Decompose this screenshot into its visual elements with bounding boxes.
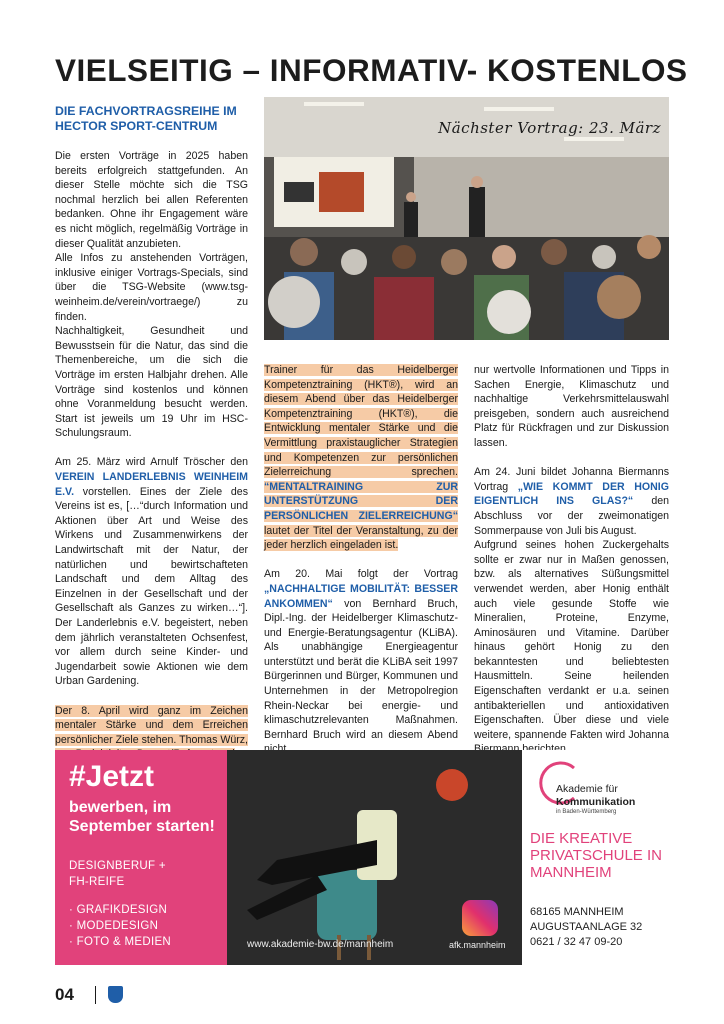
ad-pink-panel	[55, 750, 227, 965]
ad-course-2: · MODEDESIGN	[69, 920, 159, 932]
ad-degree-1: DESIGNBERUF +	[69, 860, 166, 872]
address-city: 68165 MANNHEIM	[530, 906, 624, 918]
instagram-icon[interactable]	[462, 900, 498, 936]
ad-course-3: · FOTO & MEDIEN	[69, 936, 172, 948]
article-column-1	[55, 149, 248, 762]
ad-headline-2: September starten!	[69, 818, 215, 835]
paragraph-honey: Aufgrund seines hohen Zuckergehalts sollte er zwar nur in Maßen genossen, bzw. als alternatives Süßungsmittel verwendet werden, aber Honig enthält auch viele gesunde Stoffe wie Mineralien, Proteine, Enzyme, Aminosäuren und Vitamine. Darüber hinaus gehört Honig zu den bekanntesten und beliebtesten Hausmitteln. Seine heilenden Eigenschaften verdankt er u.a. seinen antibakteriellen und antioxidativen Eigenschaften. Über diese und viele weitere, spannende Fakten wird Johanna	[474, 539, 669, 741]
brand-name-2: Kommunikation	[556, 796, 636, 808]
ad-slogan: DIE KREATIVE PRIVATSCHULE IN MANNHEIM	[530, 830, 662, 881]
page-number: 04	[55, 985, 74, 1004]
text-run: Am 25. März wird Arnulf Tröscher den	[55, 456, 248, 469]
article-column-3	[474, 363, 669, 757]
highlighted-text: Trainer für das Heidelberger Kompetenztraining (HKT®), wird an diesem Abend über das Heidelberger Kompetenztraining (HKT®), die Entwicklung mentaler Stärke und die Vermittlung praxistauglicher Strategien und Kompetenzen zur persönlichen Zielerreichung sprechen.	[264, 364, 458, 479]
paragraph-mental	[264, 363, 458, 553]
paragraph-energy: nur wertvolle Informationen und Tipps in Sachen Energie, Klimaschutz und nachhaltige Verkehrsmittelauswahl preisgeben, sondern auch ausreichend Platz für Rückfragen und zur Diskussion lassen.	[474, 364, 669, 449]
text-run: vorstellen. Eines der Ziele des Vereins ist es, […“durch Information und Aktionen über Art und Weise des Wirkens und Zusammenwirkens der Landwirtschaft mit der Natur, der natürlichen und bewirtschafteten Landschaft und dem Alltag des Einzelnen in der Gesellschaft und der Gesellschaft als Ganzes zu wirken…“]. Der Landerlebnis e.V. begeistert, neben dem jährlich veranstalteten Ochsenfest, vor allem durch seine Kinder- und Jugendarbeit sowie Aktionen wie dem Urban Gardening.	[55, 485, 248, 688]
address-phone: 0621 / 32 47 09-20	[530, 936, 623, 948]
paragraph-intro: Die ersten Vorträge in 2025 haben bereits erfolgreich stattgefunden. An dieser Stelle möchte sich die TSG nochmal herzlich bei allen Referenten bedanken. Ohne ihr Engagement wäre es nicht möglich, regelmäßig Vorträge in dieser Qualität anzubieten.	[55, 150, 248, 250]
ad-hashtag: #Jetzt	[69, 760, 155, 793]
paragraph-website: Alle Infos zu anstehenden Vorträgen, inklusive einiger Vortrags-Specials, sind über die TSG-Website (www.tsg-weinheim.de/verein/vortraege/) zu finden.	[55, 252, 248, 323]
verein-name: VEREIN LANDERLEBNIS WEINHEIM E.V.	[55, 471, 248, 498]
talk-title-mental: “MENTALTRAINING ZUR UNTERSTÜTZUNG DER PERSÖNLICHEN ZIELERREICHUNG“	[264, 480, 458, 522]
event-photo	[264, 97, 669, 340]
ad-address	[530, 905, 642, 950]
page-separator	[95, 986, 96, 1004]
section-subheading: DIE FACHVORTRAGSREIHE IM HECTOR SPORT-CENTRUM	[55, 104, 237, 133]
article-column-2	[264, 363, 458, 757]
text-run: den Abschluss vor der zweimonatigen Sommerpause von Juli bis August.	[474, 495, 669, 537]
brand-name-1: Akademie für	[556, 783, 618, 795]
tsg-crest-icon	[108, 986, 123, 1003]
ad-headline-1: bewerben, im	[69, 799, 172, 816]
text-run: von Bernhard Bruch, Dipl.-Ing. der Heidelberger Klimaschutz- und Energie-Beratungsagentur (KLiBA). Als unabhängige Energieagentur unterstützt und berät die KLiBA seit 1997 Bürgerinnen und Bürger, Kommunen und Unternehmen in der Metropolregion Rhein-Neckar bei energie- und klimaschutzrelevanten Maßnahmen. Bernhard Bruch wird an diesem Abend	[264, 597, 458, 741]
talk-title-mobility: „NACHHALTIGE MOBILITÄT: BESSER ANKOMMEN“	[264, 582, 458, 610]
page-title: VIELSEITIG – INFORMATIV- KOSTENLOS	[55, 52, 688, 88]
ad-course-1: · GRAFIKDESIGN	[69, 904, 168, 916]
address-street: AUGUSTAANLAGE 32	[530, 921, 643, 933]
highlighted-text: Der 8. April wird ganz im Zeichen mentaler Stärke und dem Erreichen persönlicher Ziele stehen. Thomas Würz,	[55, 705, 248, 761]
brand-name-3: in Baden-Württemberg	[556, 809, 617, 815]
paragraph-march	[55, 455, 248, 689]
talk-title-honey: „WIE KOMMT DER HONIG EIGENTLICH INS GLAS?“	[474, 480, 669, 508]
highlighted-text: lautet der Titel der Veranstaltung, zu der jeder herzlich eingeladen ist.	[264, 524, 458, 552]
paragraph-topics: Nachhaltigkeit, Gesundheit und Bewusstsein für die Natur, das sind die Themenbereiche, um die sich die Vorträge im ersten Halbjahr drehen. Alle Vorträge sind kostenlos und können ohne Voranmeldung besucht werden. Start ist jeweils um 19 Uhr im HSC-Schulungsraum.	[55, 325, 248, 440]
ad-website-link[interactable]: www.akademie-bw.de/mannheim	[247, 939, 394, 950]
advertisement[interactable]	[55, 750, 669, 965]
paragraph-mobility	[264, 567, 458, 757]
ad-degree-2: FH-REIFE	[69, 876, 125, 888]
ad-instagram-handle[interactable]: afk.mannheim	[449, 940, 506, 950]
text-run: Am 24. Juni bildet Johanna Biermanns Vortrag	[474, 466, 669, 493]
ad-info-panel	[522, 750, 669, 965]
paragraph-june	[474, 465, 669, 538]
ad-photo-panel	[227, 750, 522, 965]
photo-caption: Nächster Vortrag: 23. März	[438, 119, 661, 137]
text-run: Am 20. Mai folgt der Vortrag	[264, 568, 458, 581]
